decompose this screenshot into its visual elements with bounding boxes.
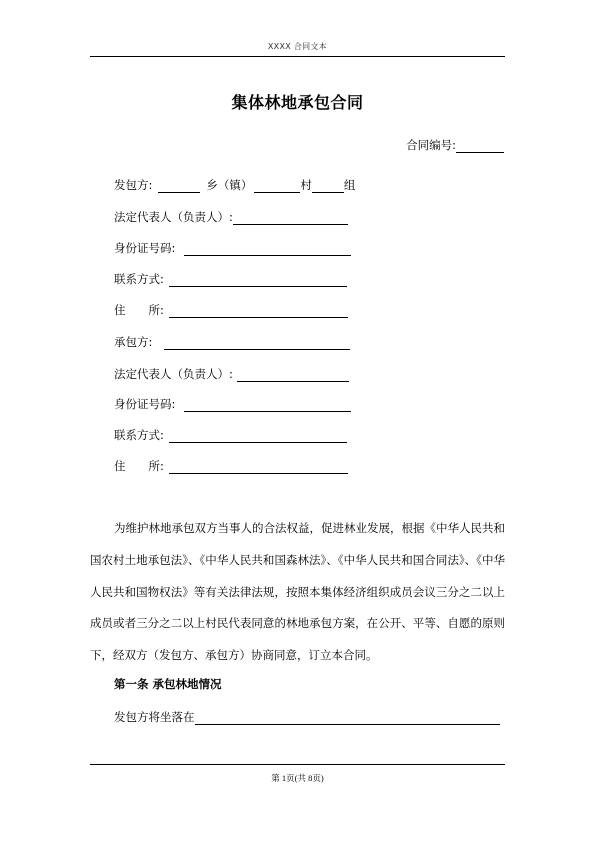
- article-1-heading: 第一条 承包林地情况: [114, 677, 222, 691]
- page-number: 第 1页(共 8页): [271, 773, 324, 783]
- contractor-id-blank[interactable]: [184, 243, 351, 256]
- contractee-address-label: 住 所:: [114, 459, 164, 473]
- contractee-legal-rep-row: [114, 366, 349, 382]
- article-1-location-blank[interactable]: [195, 712, 500, 725]
- contractor-legal-rep-label: 法定代表人（负责人）:: [114, 210, 233, 224]
- article-1-location-row: [114, 709, 500, 725]
- contractor-address-row: [114, 302, 348, 318]
- footer-rule: [90, 764, 505, 765]
- contractee-name-blank[interactable]: [164, 337, 350, 350]
- village-label: 村: [300, 178, 312, 192]
- contractor-address-label: 住 所:: [114, 303, 164, 317]
- contractor-legal-rep-blank[interactable]: [233, 212, 348, 225]
- contractee-id-label: 身份证号码:: [114, 397, 176, 411]
- contract-number-label: 合同编号:: [406, 138, 456, 152]
- contractor-village-blank[interactable]: [254, 180, 300, 193]
- contractee-legal-rep-blank[interactable]: [237, 369, 349, 382]
- running-header: XXXX 合同文本: [267, 42, 328, 51]
- contractor-group-blank[interactable]: [312, 180, 344, 193]
- contractee-id-row: [114, 396, 351, 412]
- contractee-row: [114, 334, 350, 350]
- contract-number-blank[interactable]: [456, 140, 504, 153]
- contractor-legal-rep-row: [114, 209, 348, 225]
- contractor-label: 发包方:: [114, 178, 153, 192]
- contractor-township-blank[interactable]: [158, 180, 200, 193]
- contractor-contact-blank[interactable]: [169, 274, 347, 287]
- contractor-contact-label: 联系方式:: [114, 272, 164, 286]
- contractee-id-blank[interactable]: [184, 399, 351, 412]
- contractor-row: [114, 177, 355, 193]
- contractor-id-row: [114, 240, 351, 256]
- contractor-contact-row: [114, 271, 347, 287]
- contractee-label: 承包方:: [114, 335, 153, 349]
- contractee-address-row: [114, 458, 348, 474]
- contractee-contact-blank[interactable]: [169, 430, 347, 443]
- township-label: 乡（镇）: [206, 178, 253, 192]
- preamble-paragraph: 为维护林地承包双方当事人的合法权益，促进林业发展，根据《中华人民共和国农村土地承包法》、《中华人民共和国森林法》、《中华人民共和国合同法》、《中华人民共和国物权法》等有关法律法规，按照本集体经济组织成员会议三分之二以上成员或者三分之二以上村民代表同意的林地承包方案，在公开、平等、自愿的原则下，经双方（发包方、承包方）协商同意，订立本合同。: [90, 521, 505, 663]
- contractee-legal-rep-label: 法定代表人（负责人）:: [114, 367, 233, 381]
- article-1-location-label: 发包方将坐落在: [114, 710, 195, 724]
- contractee-contact-label: 联系方式:: [114, 428, 164, 442]
- contractor-id-label: 身份证号码:: [114, 241, 176, 255]
- contract-number: [406, 137, 504, 153]
- group-label: 组: [343, 178, 356, 192]
- header-rule: [90, 56, 505, 57]
- document-title: 集体林地承包合同: [231, 93, 364, 112]
- contractee-address-blank[interactable]: [169, 461, 348, 474]
- contractor-address-blank[interactable]: [169, 305, 348, 318]
- contractee-contact-row: [114, 427, 347, 443]
